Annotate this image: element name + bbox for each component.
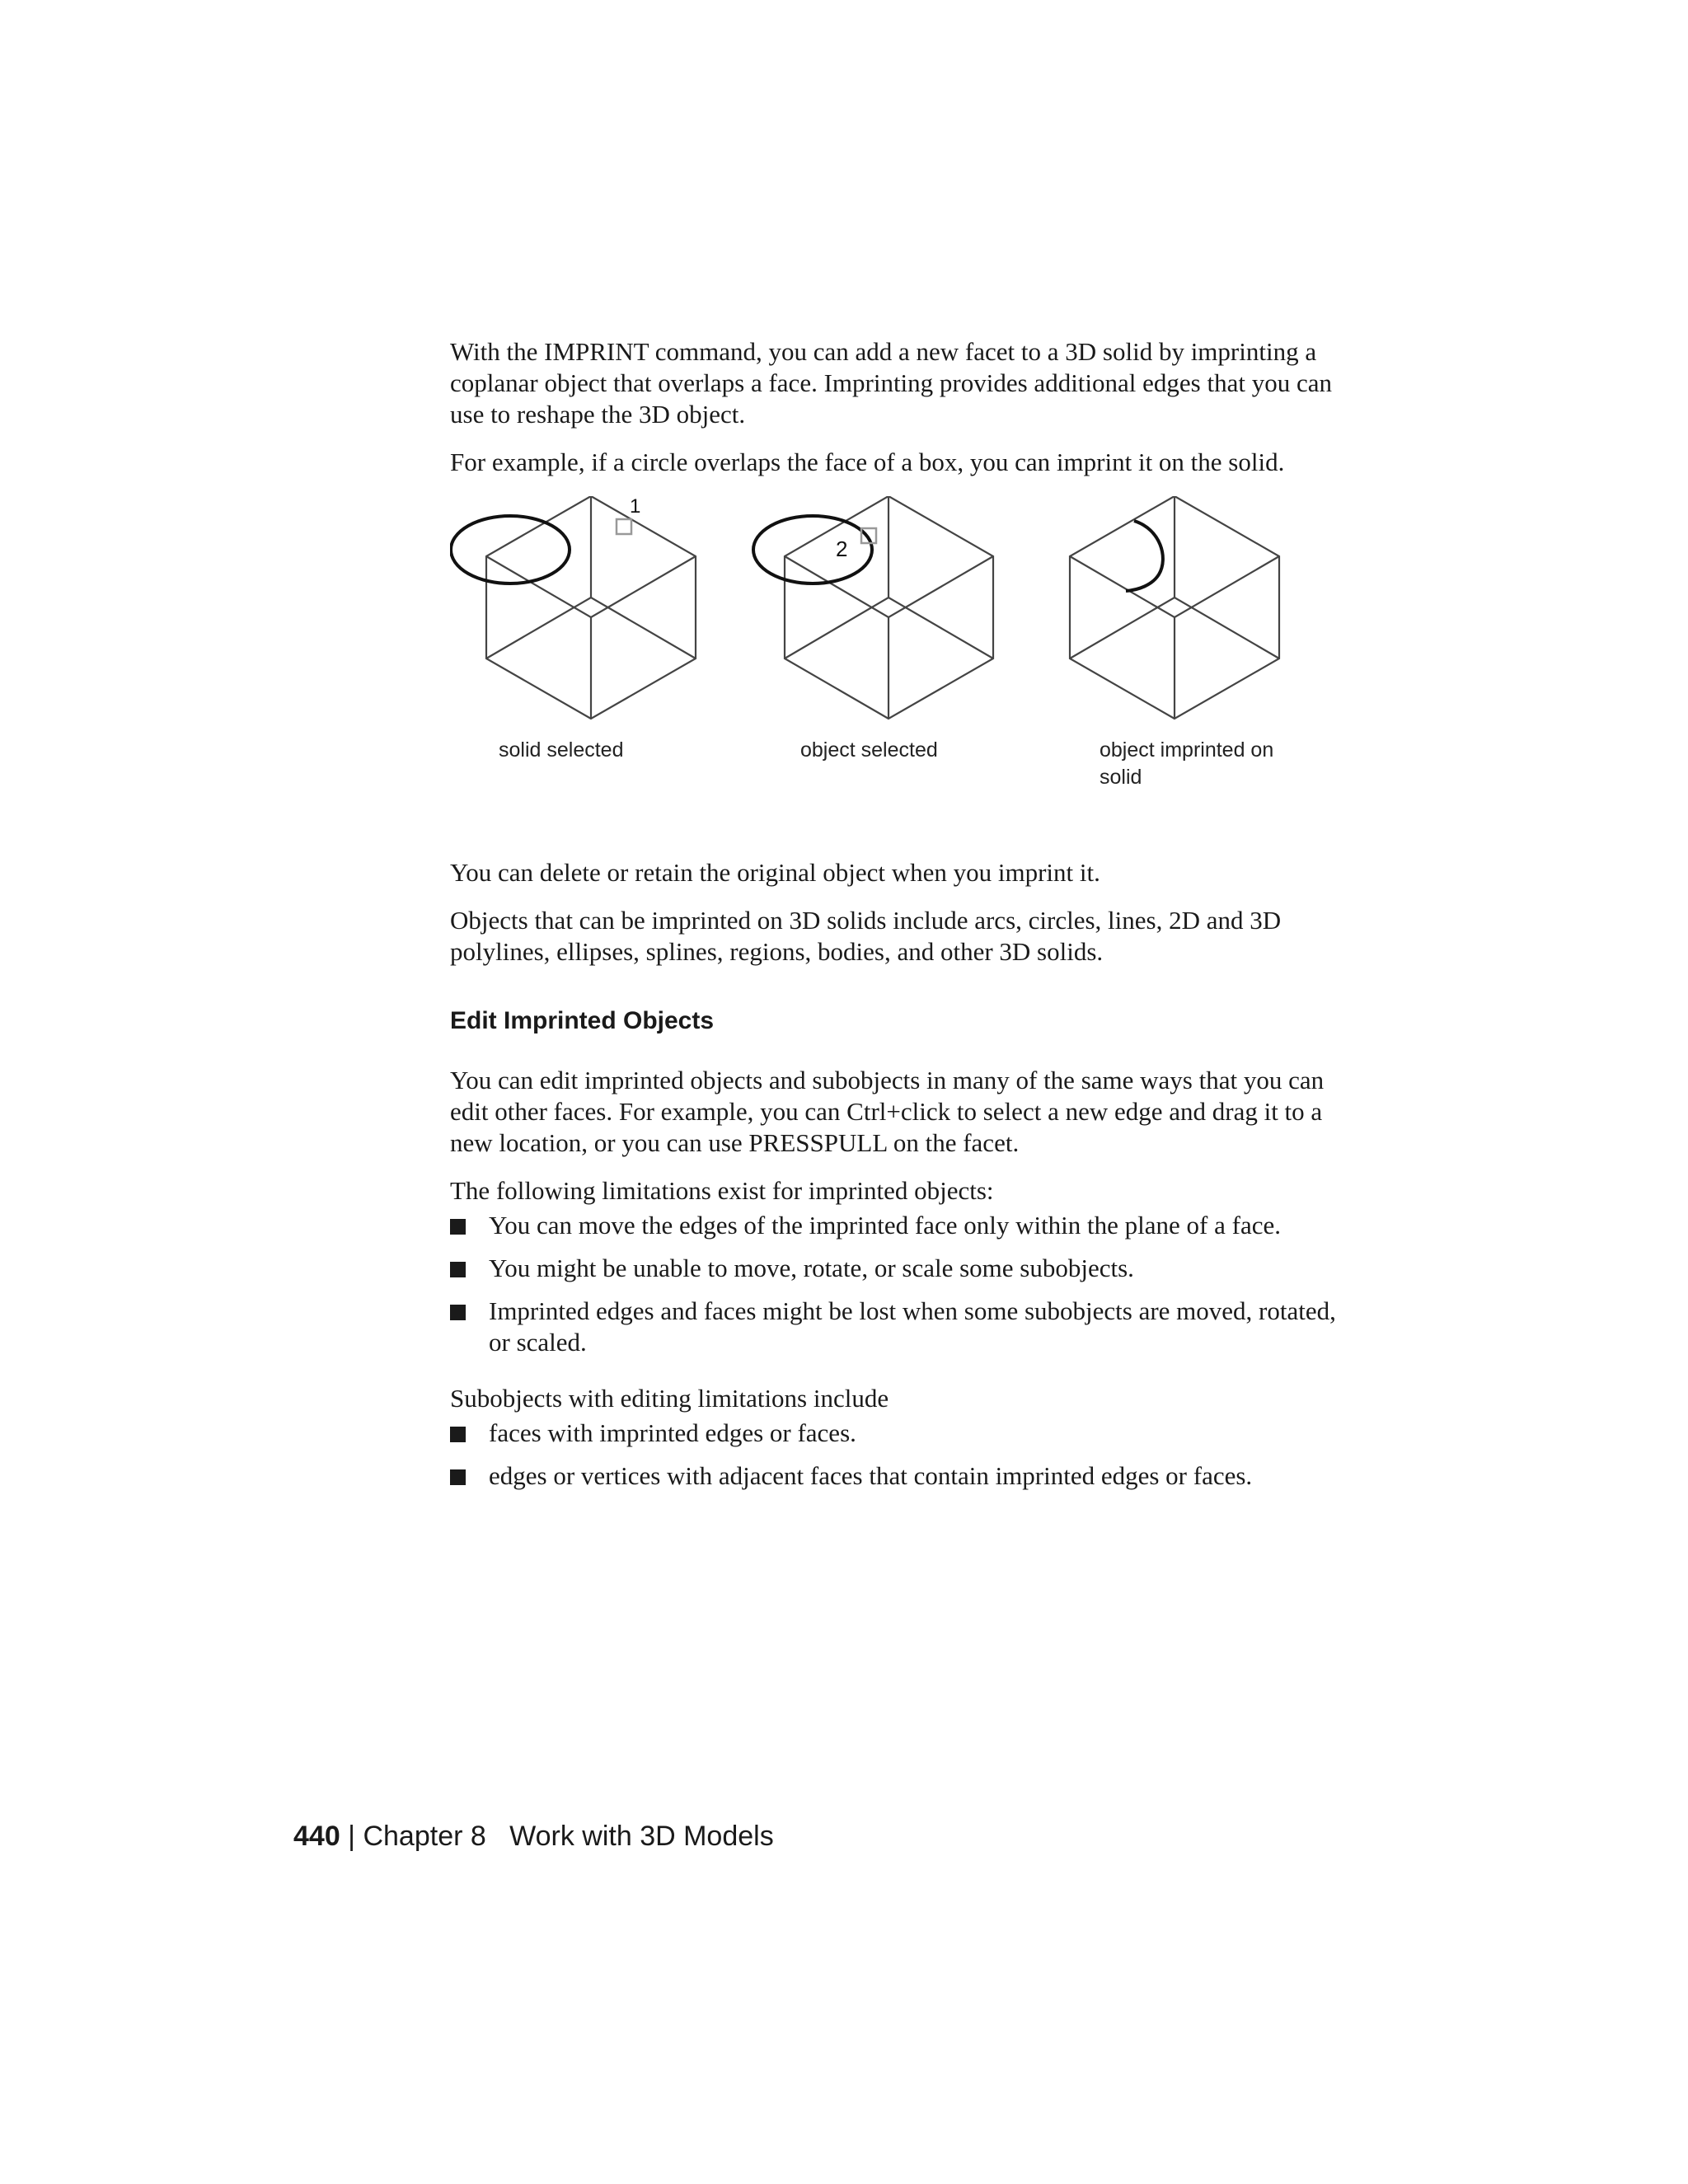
page-number: 440 (293, 1821, 340, 1852)
cube-solid-selected (486, 496, 696, 719)
list-item (450, 1296, 1340, 1358)
subobjects-intro: Subobjects with editing limitations include (450, 1384, 889, 1413)
caption-solid-selected: solid selected (499, 738, 624, 762)
limitations-list (450, 1210, 1340, 1358)
section-heading: Edit Imprinted Objects (450, 1007, 715, 1034)
limitations-intro: The following limitations exist for imprinted objects: (450, 1176, 994, 1205)
bullet-icon (450, 1219, 466, 1235)
pick-box-1 (617, 519, 631, 534)
footer-separator: | (340, 1821, 363, 1852)
list-item (450, 1418, 1340, 1449)
list-item-text: Imprinted edges and faces might be lost when some subobjects are moved, rotated, or scaled. (489, 1296, 1336, 1357)
callout-1: 1 (630, 496, 641, 518)
list-item-text: You can move the edges of the imprinted face only within the plane of a face. (489, 1211, 1281, 1240)
imprint-illustration (450, 496, 1340, 743)
callout-2: 2 (836, 537, 848, 561)
list-item (450, 1253, 1340, 1284)
page-footer (293, 1820, 774, 1853)
chapter-label: Chapter 8 (363, 1821, 486, 1852)
list-item-text: You might be unable to move, rotate, or scale some subobjects. (489, 1254, 1134, 1282)
cube-object-imprinted (1070, 496, 1279, 719)
cube-object-selected (785, 496, 993, 719)
list-item (450, 1210, 1340, 1241)
bullet-icon (450, 1427, 466, 1442)
imprint-figure (450, 496, 1340, 834)
edit-imprinted-paragraph: You can edit imprinted objects and subobjects in many of the same ways that you can edit other faces. For example, you can Ctrl+click to select a new edge and drag it to a new location, or you can use PRESSPULL on the facet. (450, 1066, 1325, 1157)
intro-paragraph: With the IMPRINT command, you can add a new facet to a 3D solid by imprinting a coplanar object that overlaps a face. Imprinting provides additional edges that you can use to reshape the 3D object. (450, 337, 1332, 429)
caption-object-selected: object selected (800, 738, 938, 762)
caption-object-imprinted: object imprinted on solid (1100, 738, 1274, 789)
bullet-icon (450, 1469, 466, 1485)
chapter-title: Work with 3D Models (509, 1821, 774, 1852)
subobjects-list (450, 1418, 1340, 1492)
list-item-text: edges or vertices with adjacent faces that contain imprinted edges or faces. (489, 1461, 1253, 1490)
delete-retain-paragraph: You can delete or retain the original object when you imprint it. (450, 858, 1100, 887)
page-content (450, 336, 1340, 1508)
list-item-text: faces with imprinted edges or faces. (489, 1418, 856, 1447)
bullet-icon (450, 1305, 466, 1320)
example-paragraph: For example, if a circle overlaps the face of a box, you can imprint it on the solid. (450, 448, 1285, 476)
imprintable-objects-paragraph: Objects that can be imprinted on 3D solids include arcs, circles, lines, 2D and 3D polylines, ellipses, splines, regions, bodies, and other 3D solids. (450, 906, 1282, 966)
bullet-icon (450, 1262, 466, 1277)
circle-object-1 (451, 516, 570, 583)
imprinted-arc (1126, 521, 1163, 591)
list-item (450, 1460, 1340, 1492)
